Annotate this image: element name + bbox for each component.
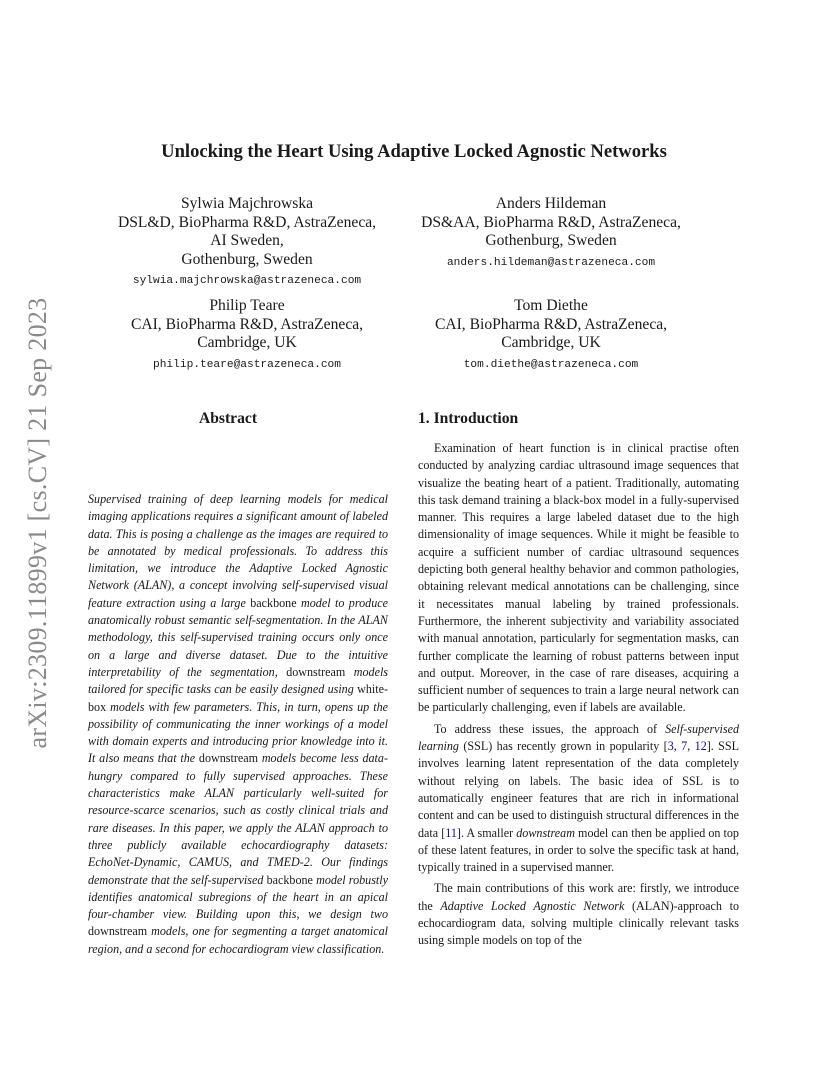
citation-link[interactable]: 7 [681, 739, 688, 754]
author-affiliation: AI Sweden, [210, 232, 284, 250]
abstract-term: downstream [286, 664, 346, 679]
introduction-body [418, 440, 739, 954]
abstract-text [88, 491, 388, 958]
introduction-paragraph: Examination of heart function is in clinical practise often conducted by analyzing cardiac ultrasound image sequences that visualize the beating heart of a patient. Traditionally, automating this task demand training a black-box model in a fully-supervised manner. This requires a large labeled dataset due to the high dimensionality of image sequences. While it might be feasible to acquire a sufficient number of cardiac ultrasound sequences depicting both general healthy behavior and common pathologies, obtaining relevant medical annotations can be challenging, since it necessitates manual labeling by trained professionals. Furthermore, the inherent subjectivity and variability associated with manual annotation, particularly for segmentation masks, can further complicate the learning of robust patterns between input and output. Moreover, in the case of rare diseases, acquiring a sufficient number of sequences to train a large neural network can be particularly challenging, even if labels are available. [418, 441, 739, 715]
arxiv-identifier [20, 283, 56, 763]
author-block [104, 195, 390, 288]
author-block [104, 297, 390, 372]
abstract-term: backbone [250, 595, 297, 610]
abstract-term: downstream [88, 924, 148, 939]
author-name: Sylwia Majchrowska [180, 195, 314, 212]
citation-link[interactable]: 11 [445, 825, 457, 840]
author-email: sylwia.majchrowska@astrazeneca.com [132, 275, 362, 288]
abstract-segment: models tailored for specific tasks can be easily designed using [88, 664, 389, 697]
paper-title: Unlocking the Heart Using Adaptive Locked Agnostic Networks [161, 141, 667, 162]
author-affiliation: Gothenburg, Sweden [181, 250, 313, 268]
text-segment: model can then be applied on top of these latent features, in order to solve the specific task at hand, typically trained in a supervised manner. [418, 825, 739, 875]
abstract-heading: Abstract [198, 410, 258, 427]
author-email: anders.hildeman@astrazeneca.com [446, 256, 656, 269]
author-block [408, 297, 694, 372]
text-segment: The main contributions of this work are: firstly, we introduce the [418, 881, 739, 913]
abstract-segment: model robustly identifies anatomical subregions of the heart in an apical four-chamber view. Building upon this, we design two [88, 872, 389, 922]
author-affiliation: Cambridge, UK [501, 334, 601, 352]
abstract-segment: Supervised training of deep learning models for medical imaging applications requires a significant amount of labeled data. This is posing a challenge as the images are required to be annotated by medical professionals. To address this limitation, we introduce the Adaptive Locked Agnostic Network (ALAN), a concept involving self-supervised visual feature extraction using a large [88, 492, 388, 610]
author-affiliation: DS&AA, BioPharma R&D, AstraZeneca, [421, 213, 681, 231]
introduction-paragraph: To address these issues, the approach of Self-supervised learning (SSL) has recently grown in popularity [3, 7, 12]. SSL involves learning latent representation of the data completely without relying on labels. The basic idea of SSL is to automatically engineer features that are rich in informational content and can be used to distinguish structural differences in the data [11]. A smaller downstream model can then be applied on top of these latent features, in order to solve the specific task at hand, typically trained in a supervised manner. [418, 721, 740, 875]
emphasis-term: Self-supervised learning [418, 721, 739, 754]
abstract-segment: models, one for segmenting a target anatomical region, and a second for echocardiogram view classification. [88, 924, 388, 956]
emphasis-term: Adaptive Locked Agnostic Network [440, 898, 625, 913]
author-name: Tom Diethe [514, 297, 588, 314]
abstract-term: downstream [198, 751, 259, 766]
author-block [408, 195, 694, 270]
author-affiliation: Gothenburg, Sweden [485, 232, 617, 250]
introduction-heading: 1. Introduction [418, 410, 519, 427]
abstract-segment: models become less data-hungry compared to fully supervised approaches. These characteristics make ALAN particularly well-suited for resource-scarce scenarios, such as costly clinical trials and rare diseases. In this paper, we apply the ALAN approach to three publicly available echocardiography datasets: EchoNet-Dynamic, CAMUS, and TMED-2. Our findings demonstrate that the self-supervised [88, 751, 388, 887]
text-segment: (SSL) has recently grown in popularity [ [463, 739, 668, 754]
abstract-segment: models with few parameters. This, in turn, opens up the possibility of communicating the inner workings of a model with domain experts and introducing prior knowledge into it. It also means that the [88, 699, 388, 766]
author-email: tom.diethe@astrazeneca.com [463, 358, 639, 371]
author-affiliation: Cambridge, UK [197, 334, 297, 352]
abstract-term: backbone [266, 872, 313, 887]
text-segment: ]. SSL involves learning latent representation of the data completely without relying on labels. The basic idea of SSL is to automatically engineer features that are rich in informational content and can be used to distinguish structural differences in the data [ [418, 739, 740, 840]
author-email: philip.teare@astrazeneca.com [153, 358, 341, 371]
abstract-term: white-box [88, 682, 388, 714]
author-affiliation: CAI, BioPharma R&D, AstraZeneca, [434, 315, 668, 333]
emphasis-term: downstream [516, 825, 575, 840]
author-affiliation: CAI, BioPharma R&D, AstraZeneca, [130, 315, 364, 333]
citation-link[interactable]: 3 [667, 739, 674, 754]
abstract-segment: model to produce anatomically robust semantic self-segmentation. In the ALAN methodology, this self-supervised training occurs only once on a large and diverse dataset. Due to the intuitive interpretability of the segmentation, [88, 595, 388, 679]
author-affiliation: DSL&D, BioPharma R&D, AstraZeneca, [117, 213, 377, 231]
introduction-paragraph [418, 880, 739, 949]
text-segment: (ALAN)-approach to echocardiogram data, solving multiple clinically relevant tasks using simple models on top of the [418, 898, 739, 948]
citation-link[interactable]: 12 [694, 739, 707, 754]
author-name: Anders Hildeman [495, 195, 607, 212]
text-segment: ]. A smaller [456, 825, 514, 840]
arxiv-identifier-text: arXiv:2309.11899v1 [cs.CV] 21 Sep 2023 [23, 297, 52, 749]
author-name: Philip Teare [209, 297, 285, 314]
text-segment: To address these issues, the approach of [434, 721, 658, 736]
